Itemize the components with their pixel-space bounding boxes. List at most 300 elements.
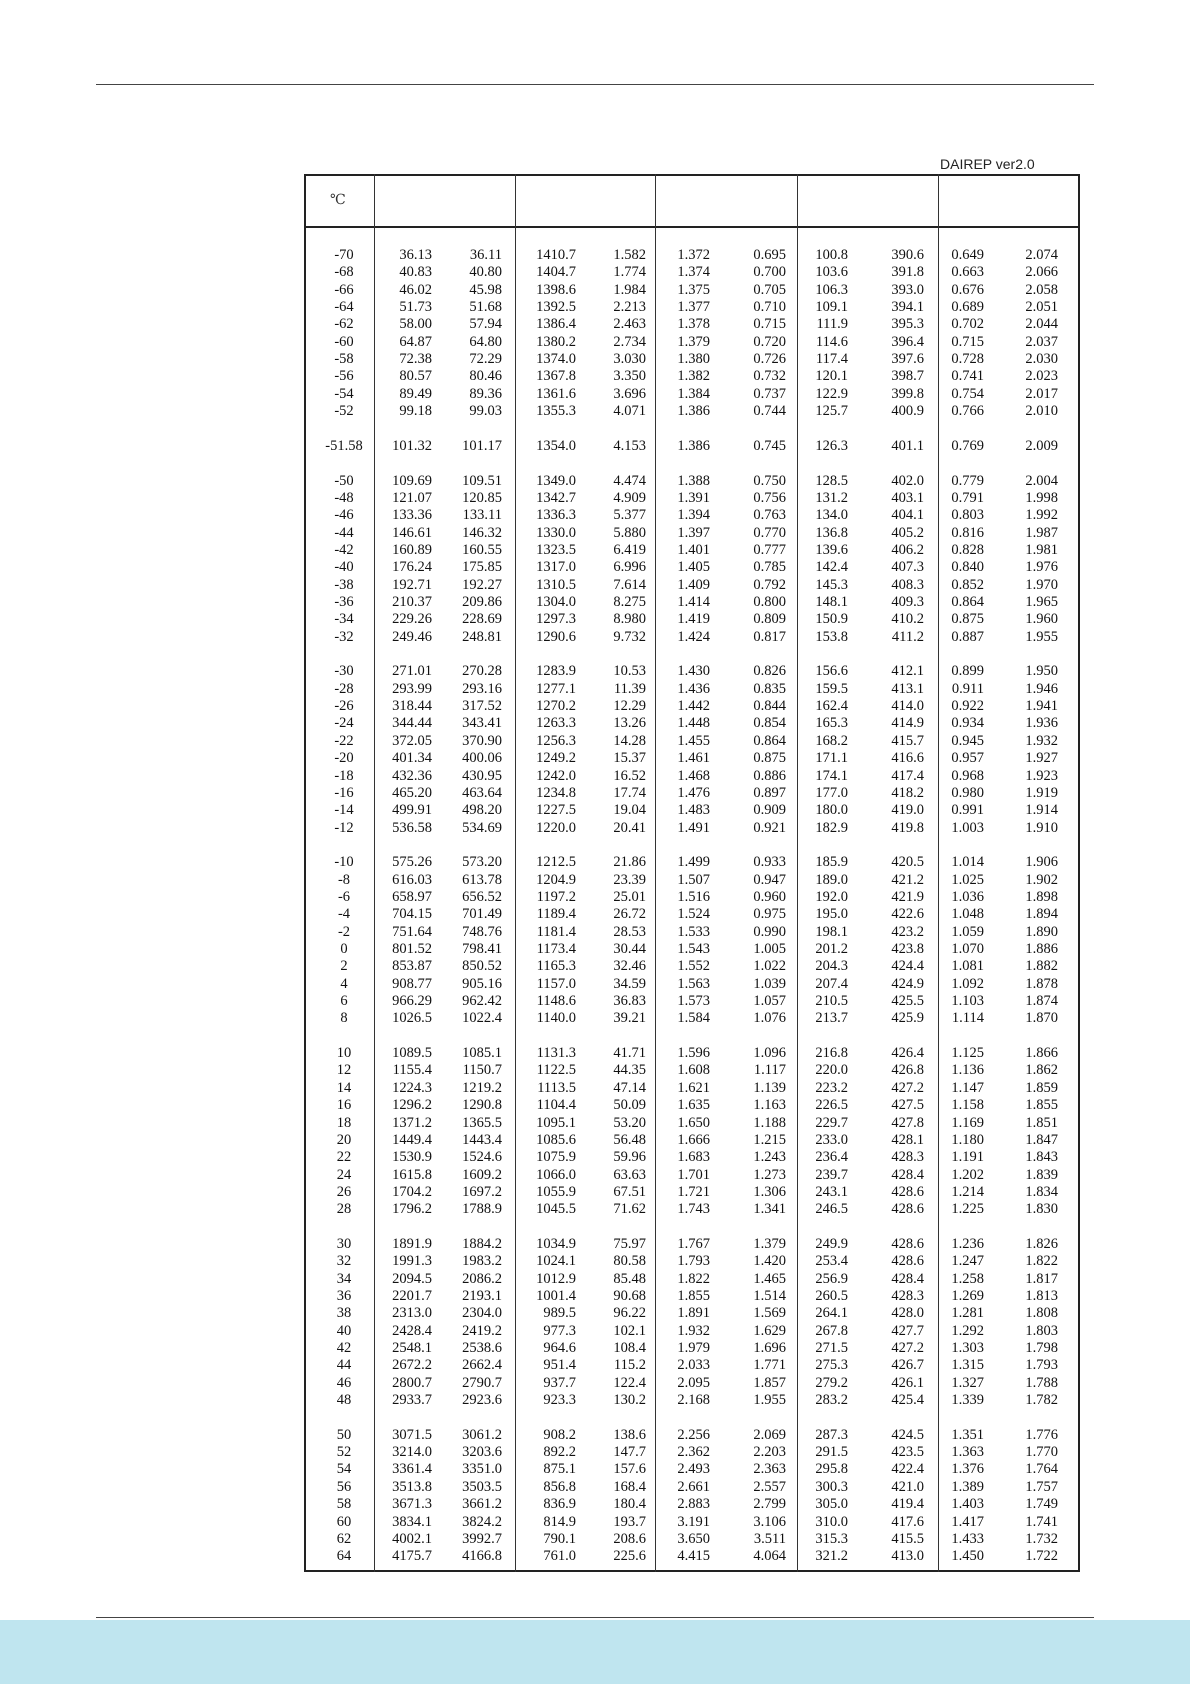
temperature-cell: -51.58 (325, 438, 363, 454)
value-cell: 264.1 (815, 1305, 848, 1321)
value-cell: 271.5 (815, 1340, 848, 1356)
value-cell: 32.46 (613, 958, 646, 974)
value-cell: 395.3 (891, 316, 924, 332)
value-cell: 71.62 (613, 1201, 646, 1217)
value-cell: 790.1 (543, 1531, 576, 1547)
value-cell: 1.830 (1025, 1201, 1058, 1217)
value-cell: 0.826 (753, 663, 786, 679)
value-cell: 0.840 (951, 559, 984, 575)
value-cell: 422.6 (891, 906, 924, 922)
value-cell: 80.58 (613, 1253, 646, 1269)
value-cell: 1.552 (677, 958, 710, 974)
value-cell: 1.927 (1025, 750, 1058, 766)
value-cell: 1.950 (1025, 663, 1058, 679)
value-cell: 403.1 (891, 490, 924, 506)
value-cell: 260.5 (815, 1288, 848, 1304)
value-cell: 1.932 (1025, 733, 1058, 749)
value-cell: 0.968 (951, 768, 984, 784)
temperature-cell: -58 (334, 351, 354, 367)
temperature-cell: 22 (336, 1149, 352, 1165)
value-cell: 57.94 (469, 316, 502, 332)
value-cell: 1.843 (1025, 1149, 1058, 1165)
value-cell: 1.303 (951, 1340, 984, 1356)
value-cell: 1.281 (951, 1305, 984, 1321)
value-cell: 1277.1 (536, 681, 576, 697)
value-cell: 424.9 (891, 976, 924, 992)
value-cell: 2419.2 (462, 1323, 502, 1339)
value-cell: 2.493 (677, 1461, 710, 1477)
value-cell: 0.715 (753, 316, 786, 332)
value-cell: 160.89 (392, 542, 432, 558)
value-cell: 1.998 (1025, 490, 1058, 506)
value-cell: 1367.8 (536, 368, 576, 384)
value-cell: 1.258 (951, 1271, 984, 1287)
value-cell: 1410.7 (536, 247, 576, 263)
value-cell: 153.8 (815, 629, 848, 645)
value-cell: 1140.0 (536, 1010, 576, 1026)
value-cell: 1.965 (1025, 594, 1058, 610)
value-cell: 0.741 (951, 368, 984, 384)
value-cell: 1.976 (1025, 559, 1058, 575)
value-cell: 1.886 (1025, 941, 1058, 957)
temperature-cell: -44 (334, 525, 354, 541)
value-cell: 90.68 (613, 1288, 646, 1304)
value-cell: 36.13 (399, 247, 432, 263)
value-cell: 0.947 (753, 872, 786, 888)
temperature-cell: -40 (334, 559, 354, 575)
temperature-cell: 18 (336, 1115, 352, 1131)
value-cell: 1.696 (753, 1340, 786, 1356)
value-cell: 1.139 (753, 1080, 786, 1096)
temperature-cell: 60 (336, 1514, 352, 1530)
value-cell: 1.979 (677, 1340, 710, 1356)
value-cell: 146.61 (392, 525, 432, 541)
value-cell: 1.910 (1025, 820, 1058, 836)
value-cell: 428.6 (891, 1253, 924, 1269)
value-cell: 1310.5 (536, 577, 576, 593)
value-cell: 189.0 (815, 872, 848, 888)
value-cell: 1.125 (951, 1045, 984, 1061)
value-cell: 1.524 (677, 906, 710, 922)
value-cell: 1374.0 (536, 351, 576, 367)
value-cell: 295.8 (815, 1461, 848, 1477)
value-cell: 1.987 (1025, 525, 1058, 541)
value-cell: 0.779 (951, 473, 984, 489)
value-cell: 223.2 (815, 1080, 848, 1096)
value-cell: 3.350 (613, 368, 646, 384)
value-cell: 1095.1 (536, 1115, 576, 1131)
value-cell: 892.2 (543, 1444, 576, 1460)
value-cell: 420.5 (891, 854, 924, 870)
value-cell: 1.039 (753, 976, 786, 992)
value-cell: 3.696 (613, 386, 646, 402)
value-cell: 1.906 (1025, 854, 1058, 870)
value-cell: 0.750 (753, 473, 786, 489)
value-cell: 428.4 (891, 1167, 924, 1183)
value-cell: 427.2 (891, 1340, 924, 1356)
value-cell: 0.726 (753, 351, 786, 367)
value-cell: 400.06 (462, 750, 502, 766)
value-cell: 3.511 (753, 1531, 786, 1547)
value-cell: 8.980 (613, 611, 646, 627)
value-cell: 2.017 (1025, 386, 1058, 402)
value-cell: 1148.6 (536, 993, 576, 1009)
value-cell: 1.025 (951, 872, 984, 888)
value-cell: 0.766 (951, 403, 984, 419)
value-cell: 2.557 (753, 1479, 786, 1495)
value-cell: 1323.5 (536, 542, 576, 558)
value-cell: 1991.3 (392, 1253, 432, 1269)
value-cell: 1.822 (677, 1271, 710, 1287)
value-cell: 67.51 (613, 1184, 646, 1200)
value-cell: 1.919 (1025, 785, 1058, 801)
value-cell: 989.5 (543, 1305, 576, 1321)
value-cell: 1336.3 (536, 507, 576, 523)
value-cell: 1219.2 (462, 1080, 502, 1096)
value-cell: 0.990 (753, 924, 786, 940)
value-cell: 1.834 (1025, 1184, 1058, 1200)
value-cell: 1.214 (951, 1184, 984, 1200)
value-cell: 370.90 (462, 733, 502, 749)
value-cell: 1.764 (1025, 1461, 1058, 1477)
value-cell: 321.2 (815, 1548, 848, 1564)
value-cell: 1349.0 (536, 473, 576, 489)
value-cell: 1.894 (1025, 906, 1058, 922)
value-cell: 1.450 (951, 1548, 984, 1564)
value-cell: 1.732 (1025, 1531, 1058, 1547)
value-cell: 1.666 (677, 1132, 710, 1148)
temperature-cell: -10 (334, 854, 354, 870)
value-cell: 1.114 (951, 1010, 984, 1026)
value-cell: 3513.8 (392, 1479, 432, 1495)
value-cell: 0.763 (753, 507, 786, 523)
temperature-cell: 38 (336, 1305, 352, 1321)
temperature-cell: 54 (336, 1461, 352, 1477)
value-cell: 908.2 (543, 1427, 576, 1443)
value-cell: 751.64 (392, 924, 432, 940)
value-cell: 267.8 (815, 1323, 848, 1339)
value-cell: 210.5 (815, 993, 848, 1009)
value-cell: 270.28 (462, 663, 502, 679)
value-cell: 573.20 (462, 854, 502, 870)
value-cell: 0.991 (951, 802, 984, 818)
value-cell: 2.463 (613, 316, 646, 332)
value-cell: 1.341 (753, 1201, 786, 1217)
value-cell: 1.776 (1025, 1427, 1058, 1443)
value-cell: 165.3 (815, 715, 848, 731)
value-cell: 16.52 (613, 768, 646, 784)
value-cell: 1.014 (951, 854, 984, 870)
value-cell: 0.960 (753, 889, 786, 905)
value-cell: 1.992 (1025, 507, 1058, 523)
value-cell: 0.785 (753, 559, 786, 575)
temperature-cell: 8 (340, 1010, 348, 1026)
value-cell: 856.8 (543, 1479, 576, 1495)
value-cell: 1089.5 (392, 1045, 432, 1061)
value-cell: 51.73 (399, 299, 432, 315)
value-cell: 396.4 (891, 334, 924, 350)
value-cell: 1.793 (677, 1253, 710, 1269)
value-cell: 1150.7 (462, 1062, 502, 1078)
value-cell: 80.46 (469, 368, 502, 384)
value-cell: 405.2 (891, 525, 924, 541)
value-cell: 2.256 (677, 1427, 710, 1443)
value-cell: 427.8 (891, 1115, 924, 1131)
value-cell: 0.844 (753, 698, 786, 714)
value-cell: 1.767 (677, 1236, 710, 1252)
value-cell: 1.036 (951, 889, 984, 905)
value-cell: 1.851 (1025, 1115, 1058, 1131)
value-cell: 428.3 (891, 1288, 924, 1304)
value-cell: 2.363 (753, 1461, 786, 1477)
value-cell: 1386.4 (536, 316, 576, 332)
value-cell: 1380.2 (536, 334, 576, 350)
value-cell: 1.188 (753, 1115, 786, 1131)
value-cell: 905.16 (462, 976, 502, 992)
value-cell: 409.3 (891, 594, 924, 610)
temperature-cell: 34 (336, 1271, 352, 1287)
temperature-cell: -42 (334, 542, 354, 558)
value-cell: 1398.6 (536, 282, 576, 298)
value-cell: 63.63 (613, 1167, 646, 1183)
value-cell: 1.394 (677, 507, 710, 523)
temperature-cell: 52 (336, 1444, 352, 1460)
value-cell: 10.53 (613, 663, 646, 679)
value-cell: 1085.1 (462, 1045, 502, 1061)
value-cell: 1.891 (677, 1305, 710, 1321)
temperature-cell: -46 (334, 507, 354, 523)
value-cell: 1.870 (1025, 1010, 1058, 1026)
value-cell: 613.78 (462, 872, 502, 888)
value-cell: 1.507 (677, 872, 710, 888)
value-cell: 414.9 (891, 715, 924, 731)
value-cell: 1242.0 (536, 768, 576, 784)
value-cell: 4.474 (613, 473, 646, 489)
value-cell: 427.5 (891, 1097, 924, 1113)
value-cell: 343.41 (462, 715, 502, 731)
value-cell: 1.351 (951, 1427, 984, 1443)
value-cell: 0.899 (951, 663, 984, 679)
value-cell: 1.391 (677, 490, 710, 506)
value-cell: 192.71 (392, 577, 432, 593)
temperature-cell: -36 (334, 594, 354, 610)
temperature-cell: -32 (334, 629, 354, 645)
value-cell: 229.26 (392, 611, 432, 627)
value-cell: 344.44 (392, 715, 432, 731)
value-cell: 20.41 (613, 820, 646, 836)
temperature-cell: 62 (336, 1531, 352, 1547)
value-cell: 951.4 (543, 1357, 576, 1373)
value-cell: 404.1 (891, 507, 924, 523)
value-cell: 1.882 (1025, 958, 1058, 974)
value-cell: 412.1 (891, 663, 924, 679)
value-cell: 1.749 (1025, 1496, 1058, 1512)
value-cell: 109.51 (462, 473, 502, 489)
value-cell: 0.816 (951, 525, 984, 541)
value-cell: 1.417 (951, 1514, 984, 1530)
value-cell: 1.215 (753, 1132, 786, 1148)
value-cell: 0.809 (753, 611, 786, 627)
value-cell: 428.0 (891, 1305, 924, 1321)
value-cell: 2.044 (1025, 316, 1058, 332)
value-cell: 3992.7 (462, 1531, 502, 1547)
value-cell: 1181.4 (536, 924, 576, 940)
value-cell: 418.2 (891, 785, 924, 801)
value-cell: 1.563 (677, 976, 710, 992)
value-cell: 391.8 (891, 264, 924, 280)
value-cell: 3.106 (753, 1514, 786, 1530)
value-cell: 102.1 (613, 1323, 646, 1339)
value-cell: 1.382 (677, 368, 710, 384)
value-cell: 1.103 (951, 993, 984, 1009)
value-cell: 53.20 (613, 1115, 646, 1131)
value-cell: 853.87 (392, 958, 432, 974)
value-cell: 3.191 (677, 1514, 710, 1530)
value-cell: 426.1 (891, 1375, 924, 1391)
value-cell: 193.7 (613, 1514, 646, 1530)
value-cell: 977.3 (543, 1323, 576, 1339)
temperature-cell: -52 (334, 403, 354, 419)
value-cell: 7.614 (613, 577, 646, 593)
temperature-cell: 0 (340, 941, 348, 957)
value-cell: 0.800 (753, 594, 786, 610)
value-cell: 1.379 (753, 1236, 786, 1252)
value-cell: 1697.2 (462, 1184, 502, 1200)
value-cell: 1.136 (951, 1062, 984, 1078)
value-cell: 966.29 (392, 993, 432, 1009)
value-cell: 1.984 (613, 282, 646, 298)
value-cell: 1085.6 (536, 1132, 576, 1148)
value-cell: 3661.2 (462, 1496, 502, 1512)
value-cell: 426.4 (891, 1045, 924, 1061)
value-cell: 0.791 (951, 490, 984, 506)
value-cell: 3071.5 (392, 1427, 432, 1443)
value-cell: 225.6 (613, 1548, 646, 1564)
value-cell: 0.975 (753, 906, 786, 922)
value-cell: 64.87 (399, 334, 432, 350)
value-cell: 3.030 (613, 351, 646, 367)
value-cell: 210.37 (392, 594, 432, 610)
value-cell: 99.18 (399, 403, 432, 419)
value-cell: 1.902 (1025, 872, 1058, 888)
value-cell: 1249.2 (536, 750, 576, 766)
value-cell: 0.737 (753, 386, 786, 402)
value-cell: 0.922 (951, 698, 984, 714)
temperature-cell: 20 (336, 1132, 352, 1148)
value-cell: 394.1 (891, 299, 924, 315)
value-cell: 1.596 (677, 1045, 710, 1061)
value-cell: 1.377 (677, 299, 710, 315)
value-cell: 6.419 (613, 542, 646, 558)
value-cell: 0.854 (753, 715, 786, 731)
value-cell: 1157.0 (536, 976, 576, 992)
value-cell: 3503.5 (462, 1479, 502, 1495)
value-cell: 192.27 (462, 577, 502, 593)
value-cell: 64.80 (469, 334, 502, 350)
value-cell: 1256.3 (536, 733, 576, 749)
value-cell: 419.0 (891, 802, 924, 818)
value-cell: 2672.2 (392, 1357, 432, 1373)
value-cell: 12.29 (613, 698, 646, 714)
value-cell: 415.5 (891, 1531, 924, 1547)
value-cell: 428.6 (891, 1201, 924, 1217)
value-cell: 2.734 (613, 334, 646, 350)
value-cell: 1615.8 (392, 1167, 432, 1183)
value-cell: 1.375 (677, 282, 710, 298)
value-cell: 425.5 (891, 993, 924, 1009)
value-cell: 411.2 (891, 629, 924, 645)
value-cell: 465.20 (392, 785, 432, 801)
value-cell: 1296.2 (392, 1097, 432, 1113)
value-cell: 115.2 (613, 1357, 646, 1373)
value-cell: 3361.4 (392, 1461, 432, 1477)
value-cell: 103.6 (815, 264, 848, 280)
value-cell: 0.934 (951, 715, 984, 731)
value-cell: 427.7 (891, 1323, 924, 1339)
value-cell: 428.6 (891, 1184, 924, 1200)
value-cell: 0.649 (951, 247, 984, 263)
value-cell: 0.663 (951, 264, 984, 280)
value-cell: 0.770 (753, 525, 786, 541)
value-cell: 400.9 (891, 403, 924, 419)
value-cell: 424.4 (891, 958, 924, 974)
temperature-cell: -64 (334, 299, 354, 315)
temperature-cell: 48 (336, 1392, 352, 1408)
value-cell: 836.9 (543, 1496, 576, 1512)
value-cell: 1.191 (951, 1149, 984, 1165)
value-cell: 1.782 (1025, 1392, 1058, 1408)
value-cell: 417.4 (891, 768, 924, 784)
value-cell: 0.909 (753, 802, 786, 818)
value-cell: 1.448 (677, 715, 710, 731)
value-cell: 1.386 (677, 403, 710, 419)
value-cell: 402.0 (891, 473, 924, 489)
value-cell: 1.743 (677, 1201, 710, 1217)
value-cell: 1270.2 (536, 698, 576, 714)
value-cell: 2.009 (1025, 438, 1058, 454)
value-cell: 875.1 (543, 1461, 576, 1477)
value-cell: 423.2 (891, 924, 924, 940)
value-cell: 1.803 (1025, 1323, 1058, 1339)
value-cell: 1.621 (677, 1080, 710, 1096)
value-cell: 1.543 (677, 941, 710, 957)
value-cell: 1.315 (951, 1357, 984, 1373)
value-cell: 1.857 (753, 1375, 786, 1391)
value-cell: 2.030 (1025, 351, 1058, 367)
value-cell: 1.005 (753, 941, 786, 957)
temperature-cell: -6 (337, 889, 351, 905)
value-cell: 39.21 (613, 1010, 646, 1026)
value-cell: 40.83 (399, 264, 432, 280)
value-cell: 2304.0 (462, 1305, 502, 1321)
value-cell: 1.292 (951, 1323, 984, 1339)
value-cell: 1.476 (677, 785, 710, 801)
value-cell: 130.2 (613, 1392, 646, 1408)
value-cell: 198.1 (815, 924, 848, 940)
value-cell: 136.8 (815, 525, 848, 541)
value-cell: 1.022 (753, 958, 786, 974)
value-cell: 106.3 (815, 282, 848, 298)
value-cell: 3203.6 (462, 1444, 502, 1460)
value-cell: 72.29 (469, 351, 502, 367)
value-cell: 1.923 (1025, 768, 1058, 784)
value-cell: 1.048 (951, 906, 984, 922)
value-cell: 2193.1 (462, 1288, 502, 1304)
value-cell: 704.15 (392, 906, 432, 922)
value-cell: 1.741 (1025, 1514, 1058, 1530)
value-cell: 0.700 (753, 264, 786, 280)
value-cell: 1.955 (1025, 629, 1058, 645)
